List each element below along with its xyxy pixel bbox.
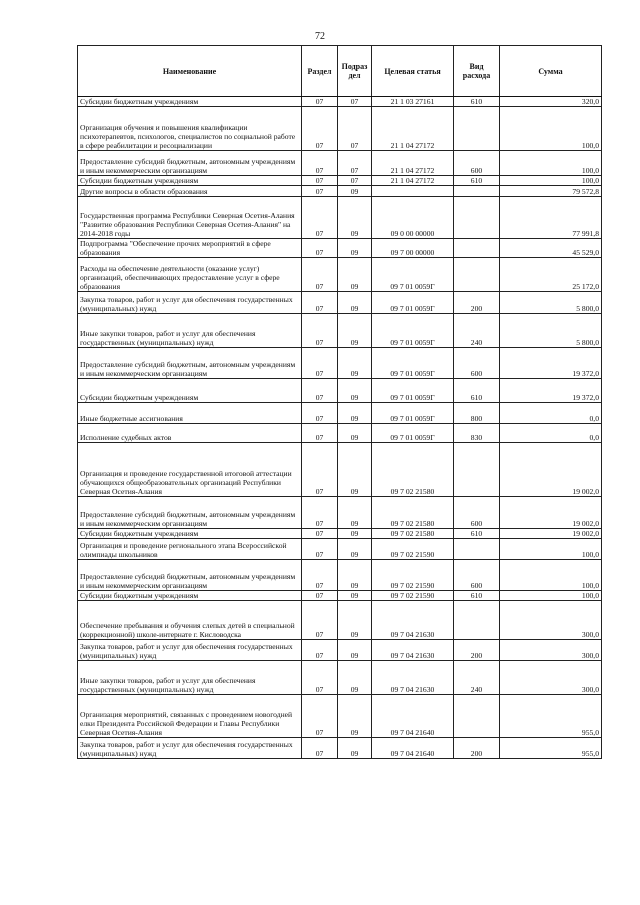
row-vid: 240 — [454, 661, 500, 695]
row-summa: 955,0 — [500, 695, 602, 738]
row-razdel: 07 — [302, 738, 338, 759]
row-podrazdel: 07 — [338, 176, 372, 186]
page-number: 72 — [315, 31, 325, 42]
table-row — [78, 661, 602, 695]
row-vid: 200 — [454, 292, 500, 314]
row-razdel: 07 — [302, 197, 338, 239]
row-name: Предоставление субсидий бюджетным, автономным учреждениям и иным некоммерческим организациям — [78, 560, 302, 591]
row-vid — [454, 197, 500, 239]
budget-table — [77, 45, 602, 759]
row-statya — [372, 186, 454, 197]
row-name: Другие вопросы в области образования — [78, 186, 302, 197]
table-row — [78, 601, 602, 640]
row-summa: 79 572,8 — [500, 186, 602, 197]
table-row — [78, 738, 602, 759]
row-statya: 21 1 04 27172 — [372, 151, 454, 176]
table-row — [78, 107, 602, 151]
row-podrazdel: 09 — [338, 560, 372, 591]
header-statya: Целевая статья — [372, 46, 454, 97]
table-row — [78, 292, 602, 314]
row-summa: 300,0 — [500, 640, 602, 661]
row-vid — [454, 186, 500, 197]
row-summa: 300,0 — [500, 661, 602, 695]
row-summa: 320,0 — [500, 97, 602, 107]
row-name: Организация и проведение регионального этапа Всероссийской олимпиады школьников — [78, 539, 302, 560]
row-name: Организация и проведение государственной итоговой аттестации обучающихся общеобразовательных организаций Республики Северная Осетия-Алания — [78, 443, 302, 497]
row-name: Государственная программа Республики Северная Осетия-Алания "Развитие образования Республики Северная Осетия-Алания" на 2014-2018 годы — [78, 197, 302, 239]
row-statya: 09 7 01 0059Г — [372, 258, 454, 292]
row-summa: 100,0 — [500, 539, 602, 560]
row-name: Исполнение судебных актов — [78, 424, 302, 443]
table-body — [78, 97, 602, 759]
row-name: Иные закупки товаров, работ и услуг для обеспечения государственных (муниципальных) нужд — [78, 661, 302, 695]
table-row — [78, 186, 602, 197]
table-header — [78, 46, 602, 97]
row-podrazdel: 09 — [338, 529, 372, 539]
row-razdel: 07 — [302, 560, 338, 591]
row-vid — [454, 258, 500, 292]
row-razdel: 07 — [302, 107, 338, 151]
row-name: Субсидии бюджетным учреждениям — [78, 379, 302, 403]
row-podrazdel: 09 — [338, 379, 372, 403]
row-razdel: 07 — [302, 443, 338, 497]
row-statya: 09 7 01 0059Г — [372, 348, 454, 379]
row-statya: 09 7 01 0059Г — [372, 292, 454, 314]
header-vid: Вид расхода — [454, 46, 500, 97]
row-summa: 100,0 — [500, 591, 602, 601]
row-vid — [454, 107, 500, 151]
row-name: Организация мероприятий, связанных с проведением новогодней елки Президента Российской Федерации и Главы Республики Северная Осетия-Алания — [78, 695, 302, 738]
row-razdel: 07 — [302, 186, 338, 197]
row-summa: 0,0 — [500, 424, 602, 443]
row-podrazdel: 09 — [338, 443, 372, 497]
table-row — [78, 239, 602, 258]
row-name: Предоставление субсидий бюджетным, автономным учреждениям и иным некоммерческим организациям — [78, 151, 302, 176]
row-statya: 09 7 02 21580 — [372, 497, 454, 529]
row-podrazdel: 09 — [338, 738, 372, 759]
row-razdel: 07 — [302, 424, 338, 443]
row-summa: 19 002,0 — [500, 529, 602, 539]
row-statya: 09 7 04 21640 — [372, 738, 454, 759]
table-row — [78, 560, 602, 591]
row-vid: 600 — [454, 151, 500, 176]
row-name: Субсидии бюджетным учреждениям — [78, 176, 302, 186]
row-vid: 200 — [454, 640, 500, 661]
row-razdel: 07 — [302, 539, 338, 560]
row-vid: 800 — [454, 403, 500, 424]
row-statya: 09 0 00 00000 — [372, 197, 454, 239]
row-summa: 300,0 — [500, 601, 602, 640]
row-podrazdel: 09 — [338, 292, 372, 314]
table-row — [78, 97, 602, 107]
row-name: Субсидии бюджетным учреждениям — [78, 97, 302, 107]
row-razdel: 07 — [302, 640, 338, 661]
row-name: Закупка товаров, работ и услуг для обеспечения государственных (муниципальных) нужд — [78, 292, 302, 314]
row-summa: 100,0 — [500, 176, 602, 186]
row-vid — [454, 539, 500, 560]
row-summa: 19 372,0 — [500, 379, 602, 403]
table-row — [78, 348, 602, 379]
row-podrazdel: 07 — [338, 151, 372, 176]
row-statya: 09 7 02 21580 — [372, 443, 454, 497]
header-razdel: Раздел — [302, 46, 338, 97]
row-summa: 25 172,0 — [500, 258, 602, 292]
table-row — [78, 379, 602, 403]
row-vid: 600 — [454, 560, 500, 591]
row-statya: 09 7 04 21640 — [372, 695, 454, 738]
header-podrazdel: Подраз дел — [338, 46, 372, 97]
row-name: Закупка товаров, работ и услуг для обеспечения государственных (муниципальных) нужд — [78, 640, 302, 661]
row-statya: 09 7 04 21630 — [372, 601, 454, 640]
table-row — [78, 497, 602, 529]
row-name: Иные бюджетные ассигнования — [78, 403, 302, 424]
row-vid — [454, 239, 500, 258]
row-podrazdel: 09 — [338, 314, 372, 348]
row-vid — [454, 601, 500, 640]
row-name: Субсидии бюджетным учреждениям — [78, 591, 302, 601]
table-row — [78, 197, 602, 239]
table-row — [78, 314, 602, 348]
row-vid: 600 — [454, 348, 500, 379]
header-name: Наименование — [78, 46, 302, 97]
row-razdel: 07 — [302, 379, 338, 403]
row-podrazdel: 09 — [338, 348, 372, 379]
row-razdel: 07 — [302, 151, 338, 176]
row-statya: 09 7 02 21590 — [372, 560, 454, 591]
row-podrazdel: 07 — [338, 97, 372, 107]
row-summa: 19 002,0 — [500, 443, 602, 497]
row-podrazdel: 09 — [338, 403, 372, 424]
row-vid — [454, 695, 500, 738]
row-podrazdel: 09 — [338, 197, 372, 239]
row-vid: 610 — [454, 97, 500, 107]
row-razdel: 07 — [302, 292, 338, 314]
row-name: Обеспечение пребывания и обучения слепых детей в специальной (коррекционной) школе-интернате г. Кисловодска — [78, 601, 302, 640]
row-vid: 610 — [454, 529, 500, 539]
row-name: Предоставление субсидий бюджетным, автономным учреждениям и иным некоммерческим организациям — [78, 497, 302, 529]
row-statya: 09 7 01 0059Г — [372, 379, 454, 403]
row-podrazdel: 09 — [338, 186, 372, 197]
row-vid: 240 — [454, 314, 500, 348]
table-row — [78, 151, 602, 176]
row-statya: 09 7 02 21590 — [372, 539, 454, 560]
row-summa: 77 991,8 — [500, 197, 602, 239]
row-vid: 610 — [454, 379, 500, 403]
table-row — [78, 403, 602, 424]
row-razdel: 07 — [302, 176, 338, 186]
row-vid — [454, 443, 500, 497]
row-summa: 5 800,0 — [500, 292, 602, 314]
row-podrazdel: 09 — [338, 640, 372, 661]
row-podrazdel: 09 — [338, 258, 372, 292]
row-name: Закупка товаров, работ и услуг для обеспечения государственных (муниципальных) нужд — [78, 738, 302, 759]
row-podrazdel: 09 — [338, 539, 372, 560]
row-razdel: 07 — [302, 591, 338, 601]
row-razdel: 07 — [302, 258, 338, 292]
row-vid: 830 — [454, 424, 500, 443]
header-summa: Сумма — [500, 46, 602, 97]
row-podrazdel: 09 — [338, 601, 372, 640]
row-razdel: 07 — [302, 403, 338, 424]
row-podrazdel: 07 — [338, 107, 372, 151]
row-razdel: 07 — [302, 497, 338, 529]
row-summa: 5 800,0 — [500, 314, 602, 348]
table-row — [78, 443, 602, 497]
row-summa: 955,0 — [500, 738, 602, 759]
row-summa: 19 002,0 — [500, 497, 602, 529]
row-summa: 0,0 — [500, 403, 602, 424]
row-vid: 610 — [454, 591, 500, 601]
row-podrazdel: 09 — [338, 591, 372, 601]
row-razdel: 07 — [302, 314, 338, 348]
row-razdel: 07 — [302, 695, 338, 738]
row-statya: 21 1 04 27172 — [372, 107, 454, 151]
row-vid: 610 — [454, 176, 500, 186]
row-name: Расходы на обеспечение деятельности (оказание услуг) организаций, обеспечивающих предоставление услуг в сфере образования — [78, 258, 302, 292]
row-razdel: 07 — [302, 529, 338, 539]
row-podrazdel: 09 — [338, 661, 372, 695]
row-name: Субсидии бюджетным учреждениям — [78, 529, 302, 539]
table-row — [78, 695, 602, 738]
row-summa: 100,0 — [500, 560, 602, 591]
table-row — [78, 539, 602, 560]
row-vid: 200 — [454, 738, 500, 759]
row-razdel: 07 — [302, 239, 338, 258]
row-razdel: 07 — [302, 348, 338, 379]
row-podrazdel: 09 — [338, 424, 372, 443]
row-statya: 09 7 02 21580 — [372, 529, 454, 539]
row-name: Предоставление субсидий бюджетным, автономным учреждениям и иным некоммерческим организациям — [78, 348, 302, 379]
row-statya: 09 7 01 0059Г — [372, 403, 454, 424]
row-statya: 09 7 01 0059Г — [372, 424, 454, 443]
table-row — [78, 424, 602, 443]
row-statya: 09 7 04 21630 — [372, 640, 454, 661]
row-name: Организация обучения и повышения квалификации психотерапевтов, психологов, специалистов по социальной работе в сфере реабилитации и ресоциализации — [78, 107, 302, 151]
table-row — [78, 640, 602, 661]
table-row — [78, 591, 602, 601]
row-podrazdel: 09 — [338, 497, 372, 529]
row-statya: 09 7 00 00000 — [372, 239, 454, 258]
row-statya: 21 1 03 27161 — [372, 97, 454, 107]
row-vid: 600 — [454, 497, 500, 529]
row-razdel: 07 — [302, 601, 338, 640]
row-summa: 19 372,0 — [500, 348, 602, 379]
row-statya: 09 7 02 21590 — [372, 591, 454, 601]
table-row — [78, 529, 602, 539]
row-summa: 100,0 — [500, 151, 602, 176]
row-summa: 45 529,0 — [500, 239, 602, 258]
row-name: Подпрограмма "Обеспечение прочих мероприятий в сфере образования — [78, 239, 302, 258]
row-podrazdel: 09 — [338, 695, 372, 738]
row-name: Иные закупки товаров, работ и услуг для обеспечения государственных (муниципальных) нужд — [78, 314, 302, 348]
row-statya: 21 1 04 27172 — [372, 176, 454, 186]
row-razdel: 07 — [302, 97, 338, 107]
row-podrazdel: 09 — [338, 239, 372, 258]
row-statya: 09 7 04 21630 — [372, 661, 454, 695]
row-statya: 09 7 01 0059Г — [372, 314, 454, 348]
row-summa: 100,0 — [500, 107, 602, 151]
table-row — [78, 258, 602, 292]
table-row — [78, 176, 602, 186]
row-razdel: 07 — [302, 661, 338, 695]
